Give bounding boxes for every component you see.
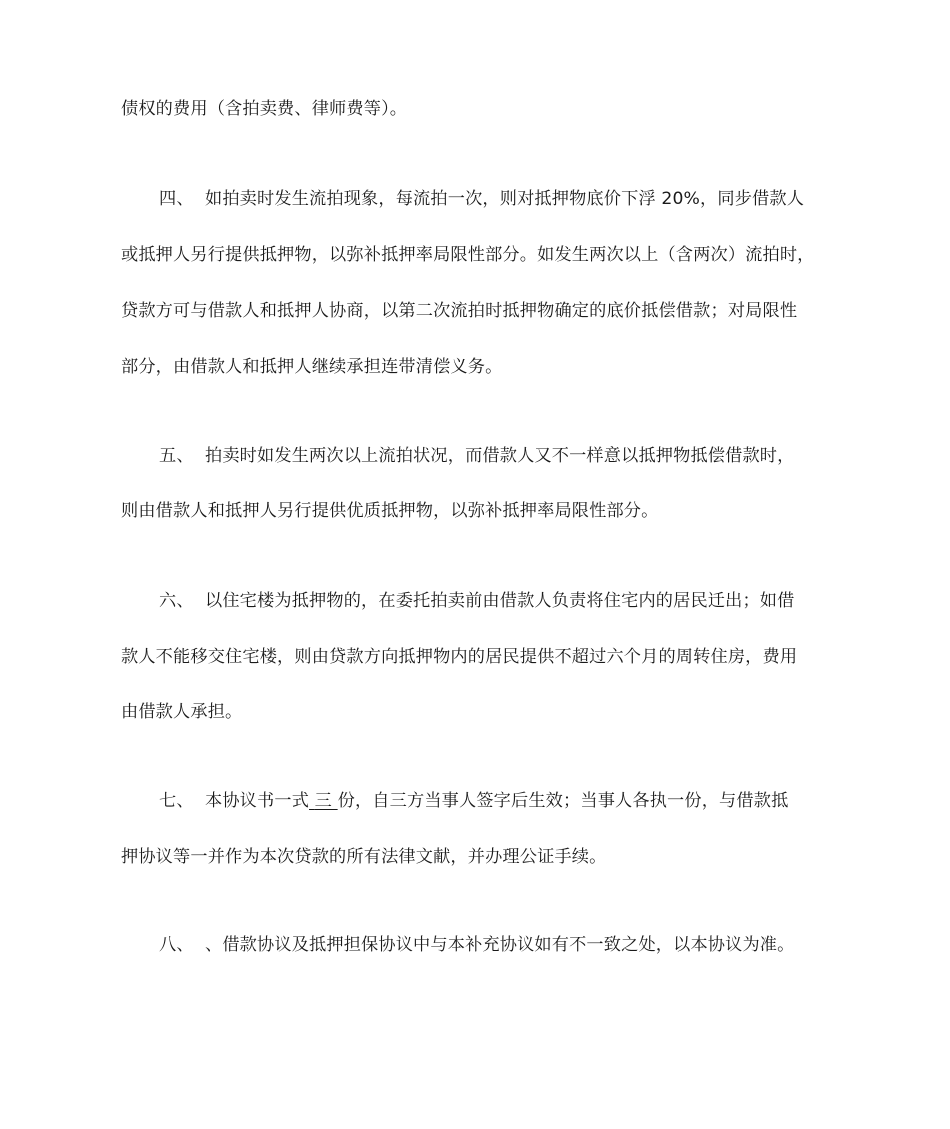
clause-6-line-2: 款人不能移交住宅楼，则由贷款方向抵押物内的居民提供不超过六个月的周转住房，费用 [121, 647, 798, 667]
clause-4-line-3: 贷款方可与借款人和抵押人协商，以第二次流拍时抵押物确定的底价抵偿借款；对局限性 [121, 301, 798, 321]
copies-count [309, 791, 338, 811]
copies-count-value: 三 [314, 791, 332, 811]
clause-8-text-1: 、借款协议及抵押担保协议中与本补充协议如有不一致之处，以本协议为准。 [205, 935, 795, 955]
clause-6-line-3: 由借款人承担。 [121, 702, 243, 722]
clause-6-number: 六、 [159, 591, 194, 611]
clause-6-line-1 [159, 589, 794, 613]
paragraph-3-tail: 债权的费用（含拍卖费、律师费等）。 [121, 99, 408, 119]
clause-5-number: 五、 [159, 446, 194, 466]
clause-5-line-1 [159, 444, 794, 468]
clause-4-text-1: 如拍卖时发生流拍现象，每流拍一次，则对抵押物底价下浮 20%，同步借款人 [205, 189, 805, 209]
clause-8-line-1 [159, 933, 794, 957]
clause-7-number: 七、 [159, 791, 194, 811]
clause-4-line-4: 部分，由借款人和抵押人继续承担连带清偿义务。 [121, 357, 503, 377]
clause-5-text-1: 拍卖时如发生两次以上流拍状况，而借款人又不一样意以抵押物抵偿借款时， [205, 446, 795, 466]
clause-8-number: 八、 [159, 935, 194, 955]
clause-7-text-1a: 本协议书一式 [205, 791, 310, 811]
clause-6-text-1: 以住宅楼为抵押物的，在委托拍卖前由借款人负责将住宅内的居民迁出；如借 [205, 591, 795, 611]
clause-4-line-2: 或抵押人另行提供抵押物，以弥补抵押率局限性部分。如发生两次以上（含两次）流拍时， [121, 245, 815, 265]
clause-7-text-1b: 份，自三方当事人签字后生效；当事人各执一份，与借款抵 [337, 791, 789, 811]
clause-4-line-1 [159, 187, 804, 211]
clause-7-line-1 [159, 789, 788, 813]
clause-7-line-2: 押协议等一并作为本次贷款的所有法律文献，并办理公证手续。 [121, 847, 607, 867]
clause-5-line-2: 则由借款人和抵押人另行提供优质抵押物，以弥补抵押率局限性部分。 [121, 501, 659, 521]
clause-4-number: 四、 [159, 189, 194, 209]
